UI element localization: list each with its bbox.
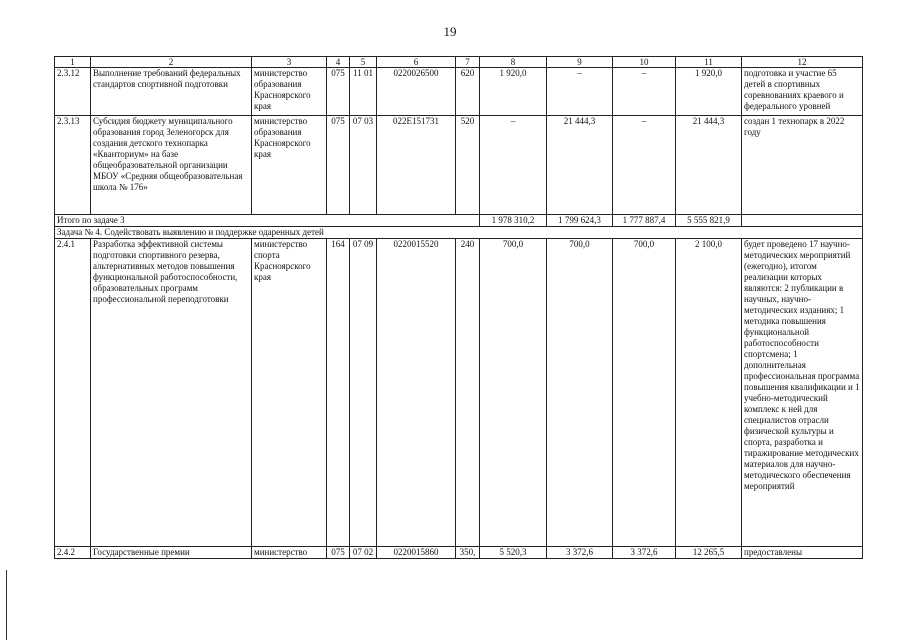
column-header: 10	[613, 57, 676, 68]
cell-amount-total: 2 100,0	[676, 239, 742, 547]
cell-amount-year3: 3 372,6	[613, 547, 676, 559]
total-all: 5 555 821,9	[676, 215, 742, 227]
cell-amount-year1: 700,0	[480, 239, 547, 547]
column-header: 8	[480, 57, 547, 68]
cell-vr: 350,	[456, 547, 480, 559]
column-header: 5	[350, 57, 377, 68]
cell-grbs: 164	[327, 239, 350, 547]
column-header: 7	[456, 57, 480, 68]
cell-amount-year1: –	[480, 116, 547, 215]
total-year1: 1 978 310,2	[480, 215, 547, 227]
agency: министерство спорта Красноярского края	[252, 239, 327, 547]
cell-amount-year3: –	[613, 68, 676, 116]
page-number: 19	[443, 24, 457, 39]
cell-amount-year3: –	[613, 116, 676, 215]
column-header: 3	[252, 57, 327, 68]
measure-name: Разработка эффективной системы подготовки спортивного резерва, альтернативных методов повышения функциональной работоспособности, образовательных программ профессиональной переподготовки	[91, 239, 252, 547]
table-row	[55, 239, 863, 547]
column-header: 9	[547, 57, 613, 68]
column-numbers-row	[55, 57, 863, 68]
cell-rzpr: 07 03	[350, 116, 377, 215]
column-header: 4	[327, 57, 350, 68]
task-heading-row	[55, 227, 863, 239]
cell-vr: 240	[456, 239, 480, 547]
total-year2: 1 799 624,3	[547, 215, 613, 227]
total-row	[55, 215, 863, 227]
budget-table	[54, 56, 863, 559]
cell-amount-total: 12 265,5	[676, 547, 742, 559]
cell-vr: 620	[456, 68, 480, 116]
margin-rule	[6, 570, 7, 640]
column-header: 12	[742, 57, 863, 68]
measure-name: Выполнение требований федеральных стандартов спортивной подготовки	[91, 68, 252, 116]
cell-csr: 0220015860	[377, 547, 456, 559]
cell-amount-total: 21 444,3	[676, 116, 742, 215]
agency: министерство образования Красноярского края	[252, 116, 327, 215]
total-result-empty	[742, 215, 863, 227]
cell-amount-year1: 5 520,3	[480, 547, 547, 559]
cell-vr: 520	[456, 116, 480, 215]
cell-amount-year2: 21 444,3	[547, 116, 613, 215]
column-header: 2	[91, 57, 252, 68]
cell-amount-year2: 700,0	[547, 239, 613, 547]
task4-heading: Задача № 4. Содействовать выявлению и поддержке одаренных детей	[55, 227, 863, 239]
expected-result: создан 1 технопарк в 2022 году	[742, 116, 863, 215]
total-year3: 1 777 887,4	[613, 215, 676, 227]
cell-rzpr: 07 02	[350, 547, 377, 559]
agency: министерство образования Красноярского края	[252, 68, 327, 116]
cell-grbs: 075	[327, 116, 350, 215]
row-number: 2.3.13	[55, 116, 91, 215]
cell-amount-year3: 700,0	[613, 239, 676, 547]
column-header: 1	[55, 57, 91, 68]
column-header: 11	[676, 57, 742, 68]
cell-amount-year2: 3 372,6	[547, 547, 613, 559]
cell-amount-year1: 1 920,0	[480, 68, 547, 116]
cell-rzpr: 11 01	[350, 68, 377, 116]
cell-amount-year2: –	[547, 68, 613, 116]
row-number: 2.3.12	[55, 68, 91, 116]
cell-amount-total: 1 920,0	[676, 68, 742, 116]
agency: министерство	[252, 547, 327, 559]
cell-csr: 0220015520	[377, 239, 456, 547]
row-number: 2.4.2	[55, 547, 91, 559]
cell-csr: 022E151731	[377, 116, 456, 215]
table-row	[55, 547, 863, 559]
expected-result: подготовка и участие 65 детей в спортивных соревнованиях краевого и федерального уровней	[742, 68, 863, 116]
cell-grbs: 075	[327, 547, 350, 559]
expected-result: будет проведено 17 научно-методических мероприятий (ежегодно), итогом реализации которых являются: 2 публикации в научных, научно-методических изданиях; 1 методика повышения функциональной работоспособности спортсмена; 1 дополнительная профессиональная программа повышения квалификации и 1 учебно-методический комплекс к ней для специалистов отрасли физической культуры и спорта, разработка и тиражирование методических материалов для научно-методического обеспечения мероприятий	[742, 239, 863, 547]
measure-name: Государственные премии	[91, 547, 252, 559]
cell-grbs: 075	[327, 68, 350, 116]
column-header: 6	[377, 57, 456, 68]
total-label: Итого по задаче 3	[55, 215, 480, 227]
expected-result: предоставлены	[742, 547, 863, 559]
cell-csr: 0220026500	[377, 68, 456, 116]
cell-rzpr: 07 09	[350, 239, 377, 547]
table-row	[55, 68, 863, 116]
measure-name: Субсидия бюджету муниципального образования город Зеленогорск для создания детского технопарка «Кванториум» на базе общеобразовательной организации МБОУ «Средняя общеобразовательная школа № 176»	[91, 116, 252, 215]
table-row	[55, 116, 863, 215]
row-number: 2.4.1	[55, 239, 91, 547]
